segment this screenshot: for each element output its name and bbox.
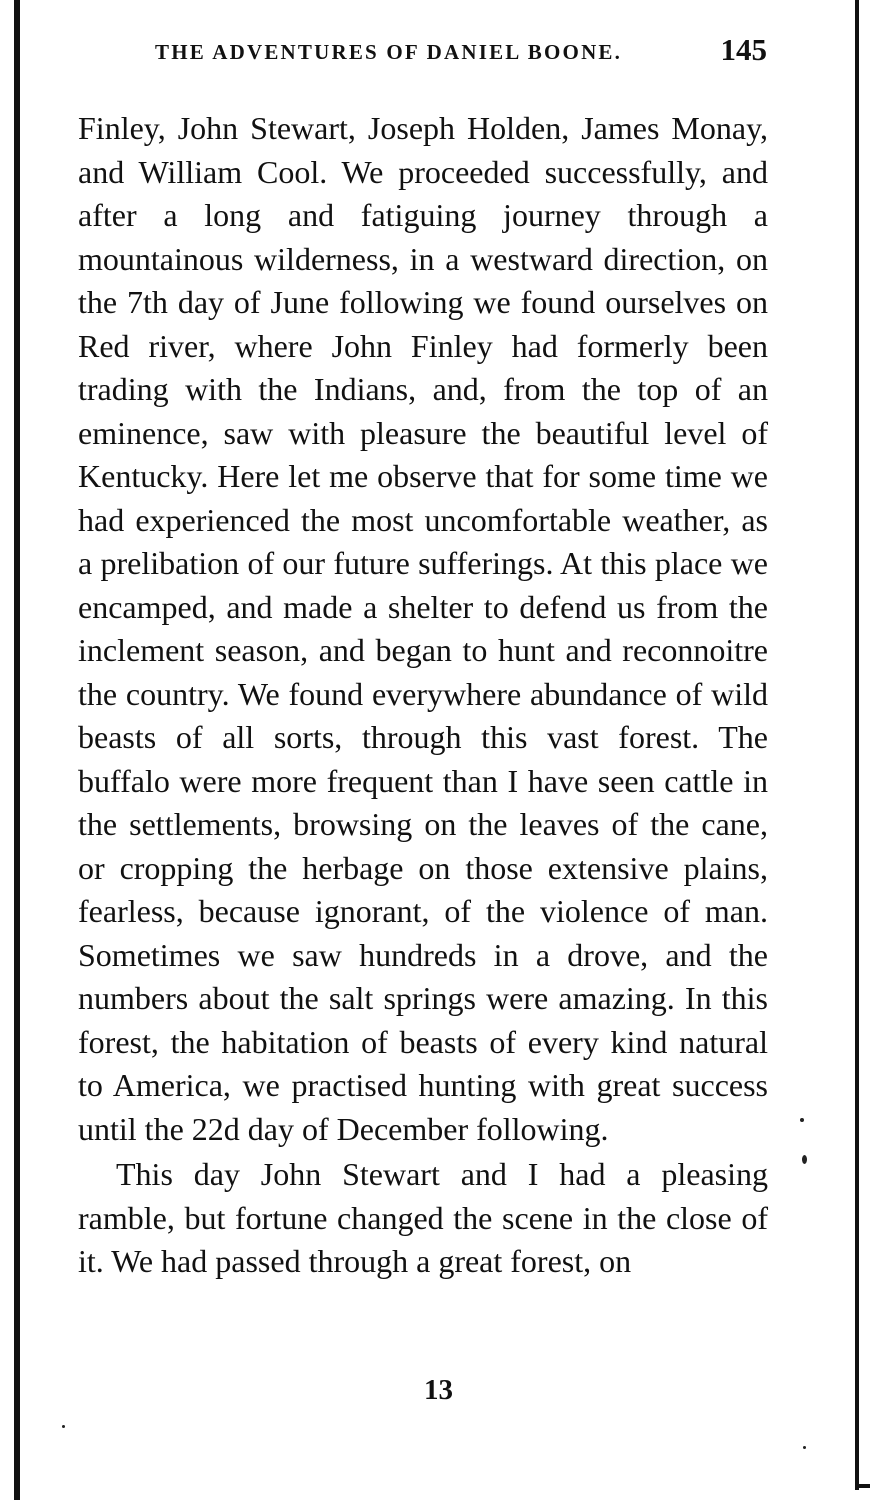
paragraph-1: Finley, John Stewart, Joseph Holden, James Monay, and William Cool. We proceeded successfully, and after a long and fatiguing journey through a mountainous wilderness, in a westward direction, on the 7th day of June following we found ourselves on Red river, where John Finley had formerly been trading with the Indians, and, from the top of an eminence, saw with pleasure the beautiful level of Kentucky. Here let me observe that for some time we had experienced the most uncomfortable weather, as a prelibation of our future sufferings. At this place we encamped, and made a shelter to defend us from the inclement season, and began to hunt and reconnoitre the country. We found everywhere abundance of wild beasts of all sorts, through this vast forest. The buffalo were more frequent than I have seen cattle in the settlements, browsing on the leaves of the cane, or cropping the herbage on those extensive plains, fearless, because ignorant, of the violence of man. Sometimes we saw hundreds in a drove, and the numbers about the salt springs were amazing. In this forest, the habitation of beasts of every kind natural to America, we practised hunting with great success until the 22d day of December following. <box>78 110 768 1147</box>
body-text <box>78 107 768 1284</box>
running-title: THE ADVENTURES OF DANIEL BOONE. <box>155 40 623 64</box>
ink-speck <box>803 1446 806 1449</box>
scan-border-bottom <box>859 1484 870 1488</box>
page-number: 145 <box>720 32 767 67</box>
scan-border-right <box>855 0 859 1490</box>
scan-border-left <box>14 0 20 1500</box>
paragraph-2: This day John Stewart and I had a pleasing ramble, but fortune changed the scene in the close of it. We had passed through a great forest, on <box>78 1156 768 1279</box>
signature-mark: 13 <box>424 1374 453 1406</box>
ink-speck <box>800 1118 804 1122</box>
ink-speck <box>802 1155 807 1164</box>
ink-speck <box>62 1425 65 1428</box>
page-header <box>155 30 767 74</box>
